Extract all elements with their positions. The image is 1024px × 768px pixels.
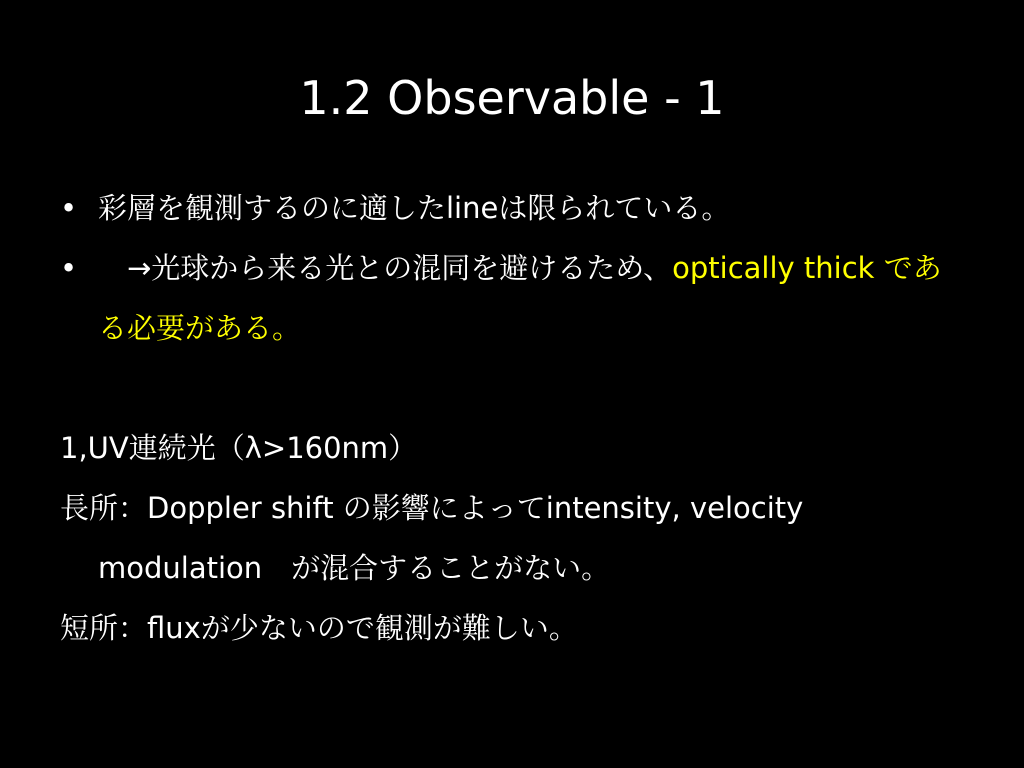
spacer: [60, 358, 965, 418]
bullet-dot-2: •: [60, 251, 78, 285]
demerit-text: fluxが少ないので観測が難しい。: [147, 611, 578, 645]
demerit-label: 短所：: [60, 611, 148, 645]
merit-label: 長所：: [60, 491, 148, 525]
bullet-text-1: 彩層を観測するのに適したlineは限られている。: [98, 191, 731, 225]
bullet-item-2: [60, 238, 965, 358]
bullet-highlight-2: optically thick である必要がある。: [98, 251, 942, 345]
bullet-dot-1: •: [60, 191, 78, 225]
section-heading: 1,UV連続光（λ>160nm）: [60, 431, 418, 465]
bullet-text-2: →光球から来る光との混同を避けるため、: [98, 251, 673, 285]
bullet-item-1: [60, 178, 965, 238]
merit-paragraph: [60, 478, 965, 598]
slide-title: 1.2 Observable - 1: [299, 71, 725, 125]
merit-text: Doppler shift の影響によってintensity, velocity modulation が混合することがない。: [98, 491, 804, 585]
slide-content: [60, 178, 965, 658]
demerit-paragraph: [60, 598, 965, 658]
